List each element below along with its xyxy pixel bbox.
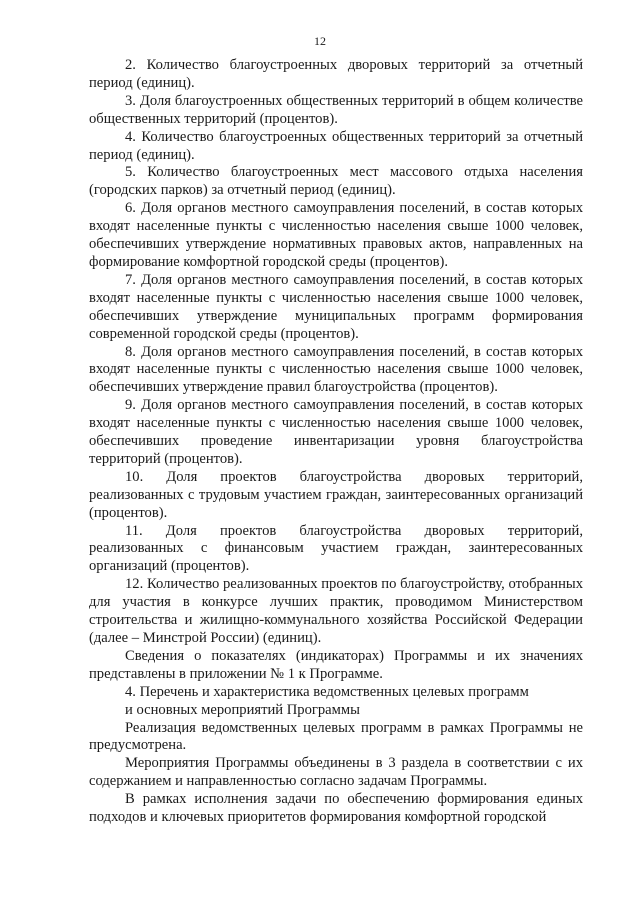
indicator-paragraph: 10. Доля проектов благоустройства дворовых территорий, реализованных с трудовым участием граждан, заинтересованных организаций (процентов). — [89, 468, 583, 521]
indicators-reference-paragraph: Сведения о показателях (индикаторах) Программы и их значениях представлены в приложении № 1 к Программе. — [89, 647, 583, 682]
indicator-paragraph: 2. Количество благоустроенных дворовых территорий за отчетный период (единиц). — [89, 57, 583, 91]
indicator-paragraph: 12. Количество реализованных проектов по благоустройству, отобранных для участия в конкурсе лучших практик, проводимом Министерством строительства и жилищно-коммунального хозяйства Российской Федерации (далее – Минстрой России) (единиц). — [89, 576, 583, 646]
indicator-paragraph: 9. Доля органов местного самоуправления поселений, в состав которых входят населенные пункты с численностью населения свыше 1000 человек, обеспечивших проведение инвентаризации уровня благоустройства территорий (процентов). — [89, 397, 583, 467]
indicator-paragraph: 8. Доля органов местного самоуправления поселений, в состав которых входят населенные пункты с численностью населения свыше 1000 человек, обеспечивших утверждение правил благоустройства (процентов). — [89, 343, 583, 396]
indicator-paragraph: 6. Доля органов местного самоуправления поселений, в состав которых входят населенные пункты с численностью населения свыше 1000 человек, обеспечивших утверждение нормативных правовых актов, направленных на формирование комфортной городской среды (процентов). — [89, 200, 583, 270]
page-number: 12 — [314, 34, 326, 48]
section-paragraph: В рамках исполнения задачи по обеспечению формирования единых подходов и ключевых приоритетов формирования комфортной городской — [89, 791, 583, 826]
indicator-paragraph: 5. Количество благоустроенных мест массового отдыха населения (городских парков) за отчетный период (единиц). — [89, 164, 583, 199]
section-heading-line-1: 4. Перечень и характеристика ведомственных целевых программ — [125, 683, 529, 700]
document-body — [89, 57, 583, 827]
indicator-paragraph: 3. Доля благоустроенных общественных территорий в общем количестве общественных территорий (процентов). — [89, 92, 583, 127]
section-paragraph: Реализация ведомственных целевых программ в рамках Программы не предусмотрена. — [89, 719, 583, 754]
indicator-paragraph: 7. Доля органов местного самоуправления поселений, в состав которых входят населенные пункты с численностью населения свыше 1000 человек, обеспечивших утверждение муниципальных программ формирования современной городской среды (процентов). — [89, 271, 583, 342]
section-heading — [89, 684, 583, 720]
indicator-paragraph: 4. Количество благоустроенных общественных территорий за отчетный период (единиц). — [89, 128, 583, 163]
indicator-paragraph: 11. Доля проектов благоустройства дворовых территорий, реализованных с финансовым участием граждан, заинтересованных организаций (процентов). — [89, 522, 583, 575]
section-paragraph: Мероприятия Программы объединены в 3 раздела в соответствии с их содержанием и направленностью согласно задачам Программы. — [89, 755, 583, 790]
section-heading-line-2: и основных мероприятий Программы — [125, 701, 360, 718]
